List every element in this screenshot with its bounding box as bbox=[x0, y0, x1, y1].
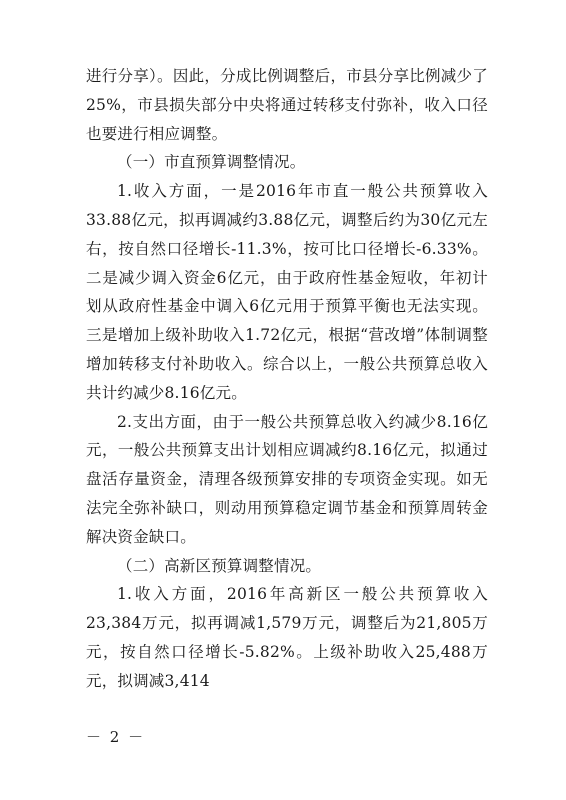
section-heading-municipal: （一）市直预算调整情况。 bbox=[117, 153, 306, 172]
section-heading-hightech-zone: （二）高新区预算调整情况。 bbox=[117, 556, 322, 575]
document-body bbox=[86, 62, 488, 696]
page-number: － 2 － bbox=[86, 728, 146, 746]
paragraph-hightech-revenue: 1.收入方面，2016年高新区一般公共预算收入23,384万元，拟再调减1,579万元，调整后为21,805万元，按自然口径增长-5.82%。上级补助收入25,488万元，拟调减3,414 bbox=[86, 585, 488, 690]
paragraph-municipal-revenue: 1.收入方面，一是2016年市直一般公共预算收入33.88亿元，拟再调减约3.88亿元，调整后约为30亿元左右，按自然口径增长-11.3%，按可比口径增长-6.33%。二是减少调入资金6亿元，由于政府性基金短收，年初计划从政府性基金中调入6亿元用于预算平衡也无法实现。三是增加上级补助收入1.72亿元，根据“营改增”体制调整增加转移支付补助收入。综合以上，一般公共预算总收入共计约减少8.16亿元。 bbox=[86, 182, 488, 402]
paragraph-continuation: 进行分享）。因此，分成比例调整后，市县分享比例减少了25%，市县损失部分中央将通过转移支付弥补，收入口径也要进行相应调整。 bbox=[86, 67, 488, 143]
paragraph-municipal-expenditure: 2.支出方面，由于一般公共预算总收入约减少8.16亿元，一般公共预算支出计划相应调减约8.16亿元，拟通过盘活存量资金，清理各级预算安排的专项资金实现。如无法完全弥补缺口，则动用预算稳定调节基金和预算周转金解决资金缺口。 bbox=[86, 412, 488, 546]
